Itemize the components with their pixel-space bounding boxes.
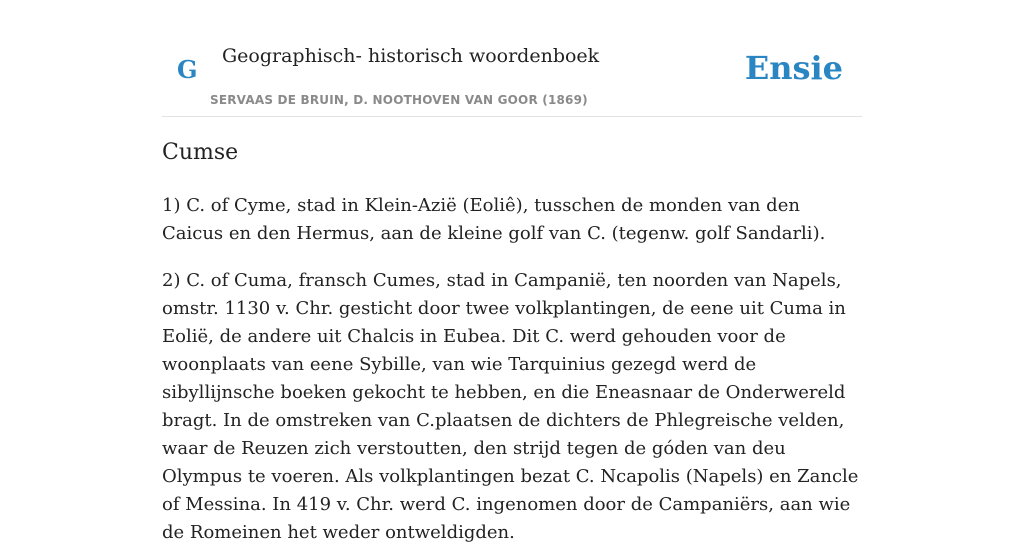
page — [162, 0, 862, 543]
entry-paragraph-2: 2) C. of Cuma, fransch Cumes, stad in Campanië, ten noorden van Napels, omstr. 1130 v. Chr. gesticht door twee volkplantingen, de eene uit Cuma in Eolië, de andere uit Chalcis in Eubea. Dit C. werd gehouden voor de woonplaats van eene Sybille, van wie Tarquinius gezegd werd de sibyllijnsche boeken gekocht te hebben, en die Eneasnaar de Onderwereld bragt. In de omstreken van C.plaatsen de dichters de Phlegreische velden, waar de Reuzen zich verstoutten, den strijd tegen de góden van deu Olympus te voeren. Als volkplantingen bezat C. Ncapolis (Napels) en Zancle of Messina. In 419 v. Chr. werd C. ingenomen door de Campaniërs, aan wie de Romeinen het weder ontweldigden. — [162, 270, 859, 543]
entry-title: Cumse — [162, 140, 239, 165]
ensie-logo-link[interactable]: Ensie — [744, 49, 843, 87]
book-letter-icon: G — [177, 55, 198, 84]
book-header — [162, 0, 862, 117]
book-author-meta: SERVAAS DE BRUIN, D. NOOTHOVEN VAN GOOR (1869) — [210, 93, 588, 107]
entry-paragraph-1: 1) C. of Cyme, stad in Klein-Azië (Eoliê), tusschen de monden van den Caicus en den Hermus, aan de kleine golf van C. (tegenw. golf Sandarli). — [162, 195, 826, 244]
book-title-link[interactable]: Geographisch- historisch woordenboek — [222, 45, 600, 67]
